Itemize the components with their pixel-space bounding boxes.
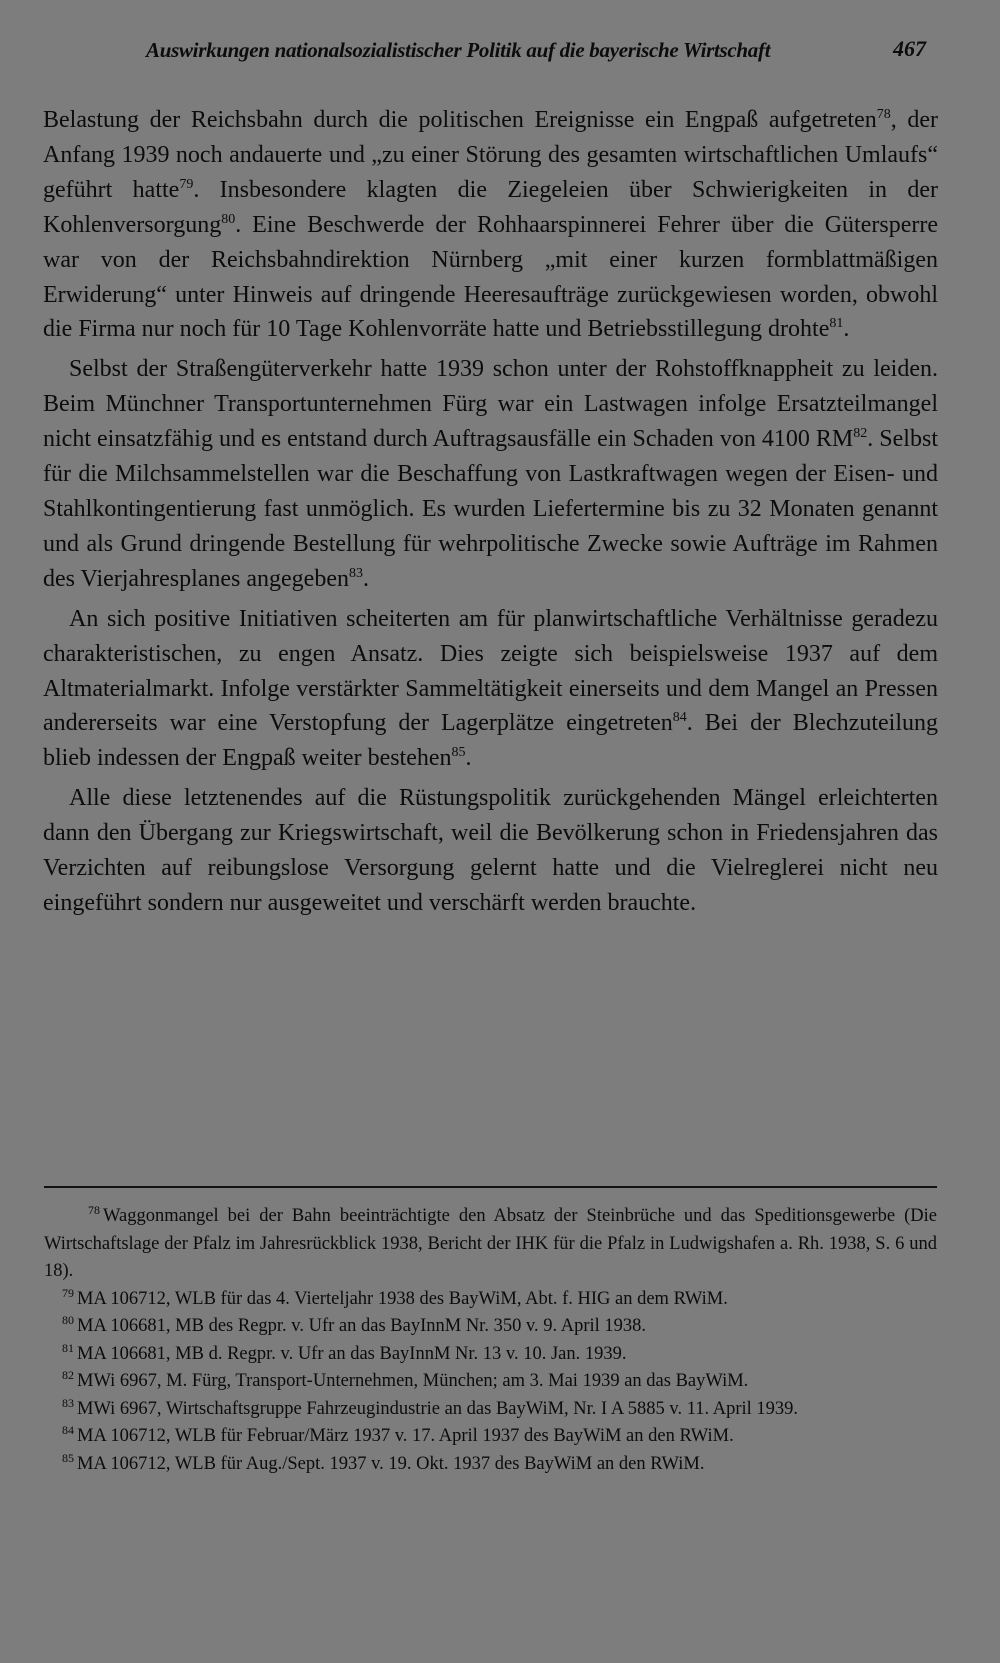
footnote-number: 84 [62, 1423, 74, 1437]
footnote-ref: 82 [853, 426, 868, 442]
paragraph-text: , der Anfang 1939 noch andauerte und „zu einer Störung des gesamten wirtschaftlichen Umlaufs“ geführt hatte [43, 107, 939, 203]
footnote-text: MWi 6967, Wirtschaftsgruppe Fahrzeugindustrie an das BayWiM, Nr. I A 5885 v. 11. April 1939. [77, 1398, 799, 1419]
footnote-81 [44, 1341, 937, 1369]
paragraph-2 [43, 352, 938, 596]
footnote-ref: 79 [179, 176, 194, 192]
page-header [140, 36, 940, 76]
paragraph-text: An sich positive Initiativen scheiterten am für planwirtschaftliche Verhältnisse geradezu charakteristischen, zu engen Ansatz. Dies zeigte sich beispielsweise 1937 auf dem Altmaterialmarkt. Infolge verstärkter Sammeltätigkeit einerseits und dem Mangel an Pressen andererseits war eine Verstopfung der Lagerplätze eingetreten [43, 605, 938, 737]
footnote-separator [44, 1186, 937, 1188]
paragraph-text: . Selbst für die Milchsammelstellen war die Beschaffung von Lastkraftwagen wegen der Eisen- und Stahlkontingentierung fast unmöglich. Es wurden Liefertermine bis zu 32 Monaten genannt und als Grund dringende Bestellung für wehrpolitische Zwecke sowie Aufträge im Rahmen des Vierjahresplanes angegeben [43, 426, 938, 592]
running-head: Auswirkungen nationalsozialistischer Politik auf die bayerische Wirtschaft [146, 38, 771, 62]
footnote-text: MA 106681, MB des Regpr. v. Ufr an das BayInnM Nr. 350 v. 9. April 1938. [77, 1316, 647, 1336]
footnote-ref: 83 [349, 565, 363, 581]
footnote-number: 85 [62, 1450, 74, 1465]
paragraph-text: . [843, 316, 850, 343]
footnote-text: MA 106681, MB d. Regpr. v. Ufr an das BayInnM Nr. 13 v. 10. Jan. 1939. [77, 1343, 627, 1364]
footnote-text: MA 106712, WLB für das 4. Vierteljahr 1938 des BayWiM, Abt. f. HIG an dem RWiM. [77, 1288, 728, 1309]
paragraph-1 [43, 103, 938, 347]
footnote-text: MWi 6967, M. Fürg, Transport-Unternehmen, München; am 3. Mai 1939 an das BayWiM. [77, 1371, 749, 1391]
page-number: 467 [893, 36, 926, 61]
paragraph-text: Selbst der Straßengüterverkehr hatte 1939 schon unter der Rohstoffknappheit zu leiden. Beim Münchner Transportunternehmen Fürg war ein Lastwagen infolge Ersatzteilmangel nicht einsatzfähig und es entstand durch Auftragsausfälle ein Schaden von 4100 RM [43, 356, 938, 453]
paragraph-text: Alle diese letztenendes auf die Rüstungspolitik zurückgehenden Mängel erleichterten dann den Übergang zur Kriegswirtschaft, weil die Bevölkerung schon in Friedensjahren das Verzichten auf reibungslose Versorgung gelernt hatte und die Vielreglerei nicht neu eingeführt sondern nur ausgeweitet und verschärft werden brauchte. [43, 785, 938, 916]
footnote-number: 78 [88, 1203, 100, 1217]
paragraph-text: Belastung der Reichsbahn durch die politischen Ereignisse ein Engpaß aufgetreten [43, 107, 877, 133]
paragraph-4 [43, 781, 938, 921]
footnote-79 [44, 1286, 937, 1314]
footnote-number: 82 [62, 1368, 74, 1382]
paragraph-text: . Insbesondere klagten die Ziegeleien über Schwierigkeiten in der Kohlenversorgung [43, 176, 938, 238]
paragraph-text: . [465, 745, 472, 772]
footnote-ref: 80 [221, 211, 236, 227]
footnote-text: MA 106712, WLB für Februar/März 1937 v. 17. April 1937 des BayWiM an den RWiM. [77, 1426, 734, 1446]
footnote-84 [44, 1423, 937, 1451]
footnote-text: Waggonmangel bei der Bahn beeinträchtigte den Absatz der Steinbrüche und das Speditionsgewerbe (Die Wirtschaftslage der Pfalz im Jahresrückblick 1938, Bericht der IHK für die Pfalz in Ludwigshafen a. Rh. 1938, S. 6 und 18). [44, 1206, 937, 1281]
footnote-number: 80 [62, 1313, 74, 1327]
main-text [43, 103, 938, 926]
paragraph-3 [43, 602, 938, 777]
paragraph-text: . [363, 565, 369, 592]
paragraph-text: . Bei der Blechzuteilung blieb indessen der Engpaß weiter bestehen [43, 710, 938, 772]
footnote-80 [44, 1313, 937, 1341]
footnote-ref: 81 [829, 316, 844, 332]
paragraph-text: . Eine Beschwerde der Rohhaarspinnerei Fehrer über die Gütersperre war von der Reichsbahndirektion Nürnberg „mit einer kurzen formblattmäßigen Erwiderung“ unter Hinweis auf dringende Heeresaufträge zurückgewiesen worden, obwohl die Firma nur noch für 10 Tage Kohlenvorräte hatte und Betriebsstillegung drohte [43, 211, 938, 343]
footnote-83 [44, 1396, 937, 1424]
footnote-text: MA 106712, WLB für Aug./Sept. 1937 v. 19. Okt. 1937 des BayWiM an den RWiM. [77, 1453, 705, 1474]
footnote-85 [44, 1451, 937, 1479]
footnotes [44, 1203, 937, 1478]
footnote-number: 79 [62, 1285, 74, 1300]
footnote-ref: 78 [876, 107, 891, 122]
footnote-ref: 84 [672, 710, 687, 726]
footnote-78 [44, 1203, 937, 1286]
footnote-ref: 85 [451, 745, 466, 761]
footnote-82 [44, 1368, 937, 1396]
footnote-number: 83 [62, 1395, 74, 1410]
footnote-number: 81 [62, 1340, 74, 1355]
